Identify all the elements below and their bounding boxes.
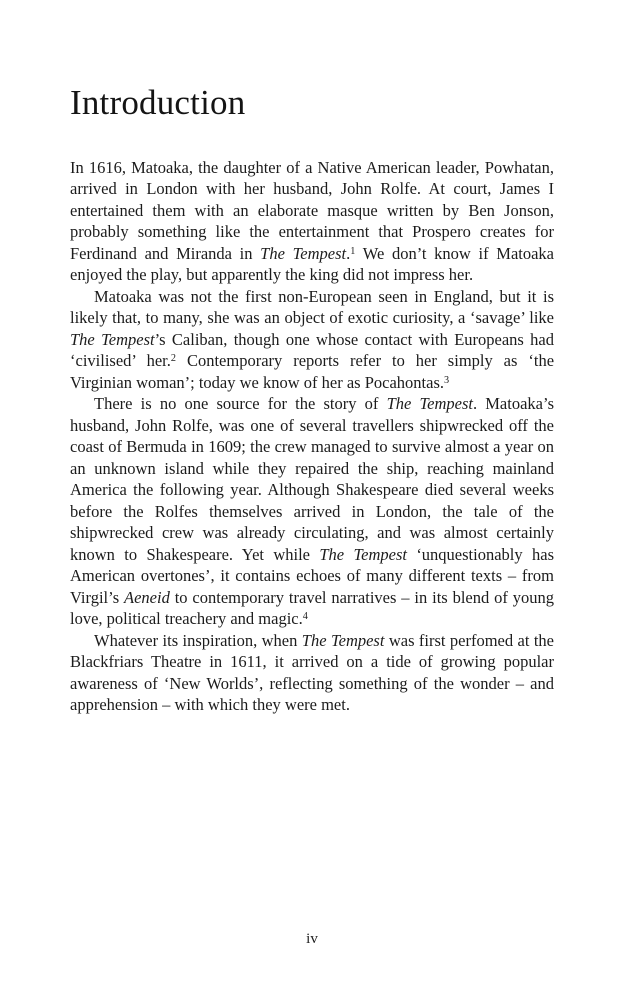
italic-run: The Tempest (386, 394, 473, 413)
footnote-ref: 4 (302, 611, 308, 623)
italic-run: Aeneid (124, 587, 170, 607)
text-run: . (346, 243, 351, 263)
text-run: ’s Caliban, though one whose contact with Europeans had ‘civilised’ her. (70, 329, 554, 370)
text-run: In 1616, Matoaka, the daughter of a Native American leader, Powhatan, arrived in London with her husband, John Rolfe. At court, James I entertained them with an elaborate masque written by Ben Jonson, probably something like the entertainment that Prospero creates for Ferdinand and Miranda in (70, 157, 554, 263)
footnote-ref: 2 (170, 353, 177, 365)
text-run: . Matoaka’s husband, John Rolfe, was one of several travellers shipwrecked off the coast of Bermuda in 1609; the crew managed to survive almost a year on an unknown island while they repaired the ship, reaching mainland America the following year. Although Shakespeare died several weeks before the Rolfes themselves arrived in London, the tale of the shipwrecked crew was already circulating, and was almost certainly known to Shakespeare. Yet while (70, 394, 554, 564)
italic-run: The Tempest (319, 544, 407, 564)
text-run: to contemporary travel narratives – in its blend of young love, political treachery and magic. (70, 587, 554, 628)
paragraph (70, 286, 554, 394)
text-run: Whatever its inspiration, when (94, 630, 302, 650)
italic-run: The Tempest (70, 329, 155, 349)
text-run: There is no one source for the story of (94, 394, 387, 413)
text-run: was first perfomed at the Blackfriars Theatre in 1611, it arrived on a tide of growing popular awareness of ‘New Worlds’, reflecting something of the wonder – and apprehension – with which they were met. (70, 630, 555, 714)
paragraph (70, 393, 554, 630)
text-run: ‘unquestionably has American overtones’, it contains echoes of many different texts – from Virgil’s (70, 544, 554, 607)
page-title: Introduction (70, 83, 246, 122)
text-run: We don’t know if Matoaka enjoyed the play, but apparently the king did not impress her. (70, 243, 554, 284)
italic-run: The Tempest (301, 630, 385, 650)
text-run: Matoaka was not the first non-European seen in England, but it is likely that, to many, she was an object of exotic curiosity, a ‘savage’ like (70, 286, 554, 327)
body-text (70, 157, 554, 716)
text-run: Contemporary reports refer to her simply as ‘the Virginian woman’; today we know of her as Pocahontas. (70, 351, 555, 392)
footnote-ref: 1 (350, 245, 356, 257)
paragraph (70, 630, 554, 716)
footnote-ref: 3 (444, 374, 450, 386)
italic-run: The Tempest (260, 243, 347, 263)
page-number: iv (306, 931, 318, 947)
paragraph (70, 157, 554, 286)
